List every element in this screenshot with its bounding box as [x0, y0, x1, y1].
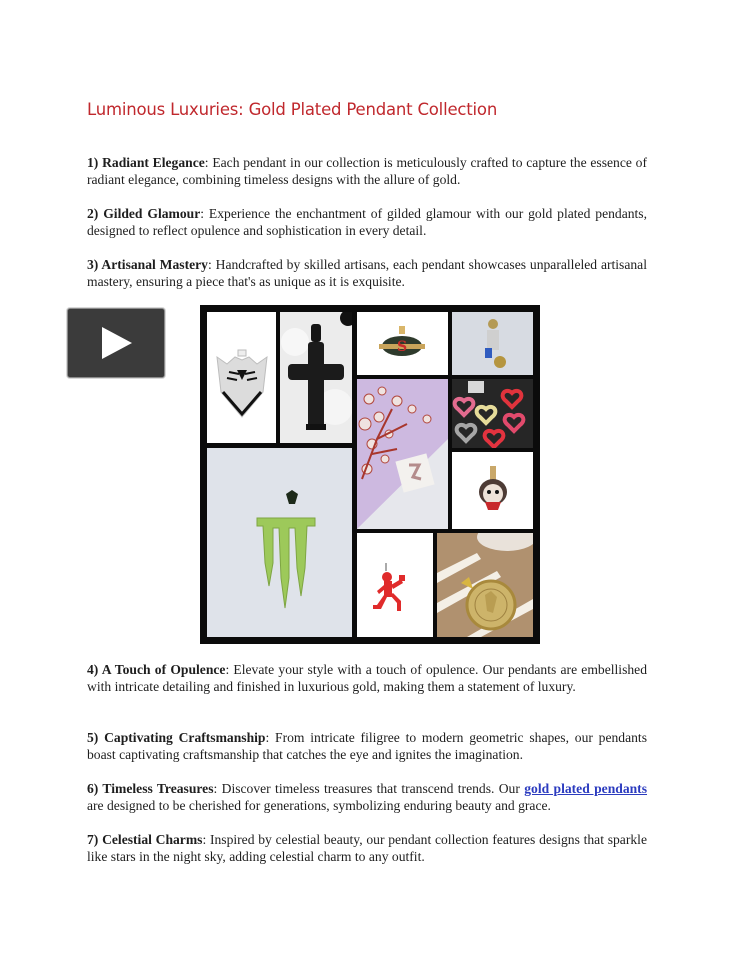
pendant-collage-image [200, 305, 540, 644]
page-title: Luminous Luxuries: Gold Plated Pendant Collection [87, 100, 498, 119]
collage-tile-decepticon-pendant [207, 312, 276, 443]
section-heading: 6) Timeless Treasures [87, 781, 214, 796]
hatchetman-pendant-image [357, 533, 433, 637]
section-celestial-charms [87, 831, 647, 865]
section-heading: 3) Artisanal Mastery [87, 257, 208, 272]
section-heading: 7) Celestial Charms [87, 832, 203, 847]
figure-pendant-image [452, 312, 533, 375]
section-radiant-elegance [87, 154, 647, 188]
heart-pendants-image [452, 379, 533, 448]
play-icon [96, 323, 136, 363]
monster-claw-pendant-image [207, 448, 352, 637]
section-touch-of-opulence [87, 661, 647, 695]
section-text: are designed to be cherished for generations, symbolizing enduring beauty and grace. [87, 798, 551, 814]
collage-tile-heart-pendants [452, 379, 533, 448]
collage-tile-figure-pendant [452, 312, 533, 375]
section-text: : Each pendant in our collection is meticulously crafted to capture the essence of radiant elegance, combining timeless designs with the allure of gold. [87, 155, 647, 188]
section-heading: 2) Gilded Glamour [87, 206, 201, 221]
section-text: : Discover timeless treasures that transcend trends. Our [213, 781, 525, 796]
collage-tile-monster-claw-pendant [207, 448, 352, 637]
svg-text:S: S [396, 339, 408, 355]
collage-tile-mask-pendant [452, 452, 533, 529]
section-heading: 4) A Touch of Opulence [87, 662, 226, 677]
section-text: : Inspired by celestial beauty, our pendant collection features designs that sparkle like stars in the night sky, adding celestial charm to any outfit. [87, 832, 647, 865]
play-video-button[interactable] [67, 308, 165, 378]
section-text: : Handcrafted by skilled artisans, each pendant showcases unparalleled artisanal mastery, ensuring a piece that's as unique as it is exquisite. [87, 257, 647, 290]
collage-tile-blossom-box-pendant [357, 379, 448, 529]
gold-plated-pendants-link[interactable]: gold plated pendants [524, 781, 648, 796]
collage-tile-coin-pendant [437, 533, 533, 637]
section-text: : From intricate filigree to modern geometric shapes, our pendants boast captivating craftsmanship that catches the eye and ignites the imagination. [87, 730, 647, 763]
section-timeless-treasures [87, 780, 647, 814]
black-cross-pendant-image [280, 312, 352, 443]
section-gilded-glamour [87, 205, 647, 239]
blossom-box-pendant-image [357, 379, 448, 529]
section-heading: 1) Radiant Elegance [87, 155, 205, 170]
section-text: : Elevate your style with a touch of opulence. Our pendants are embellished with intricate detailing and finished in luxurious gold, making them a statement of luxury. [87, 662, 647, 695]
s-logo-pendant-image [357, 312, 448, 375]
section-artisanal-mastery [87, 256, 647, 290]
decepticon-pendant-image [207, 312, 276, 443]
mask-pendant-image [452, 452, 533, 529]
coin-pendant-image [437, 533, 533, 637]
section-text: : Experience the enchantment of gilded glamour with our gold plated pendants, designed to reflect opulence and sophistication in every detail. [87, 206, 647, 239]
section-captivating-craftsmanship [87, 729, 647, 763]
collage-tile-s-logo-pendant [357, 312, 448, 375]
collage-tile-black-cross-pendant [280, 312, 352, 443]
collage-tile-hatchetman-pendant [357, 533, 433, 637]
section-heading: 5) Captivating Craftsmanship [87, 730, 266, 745]
